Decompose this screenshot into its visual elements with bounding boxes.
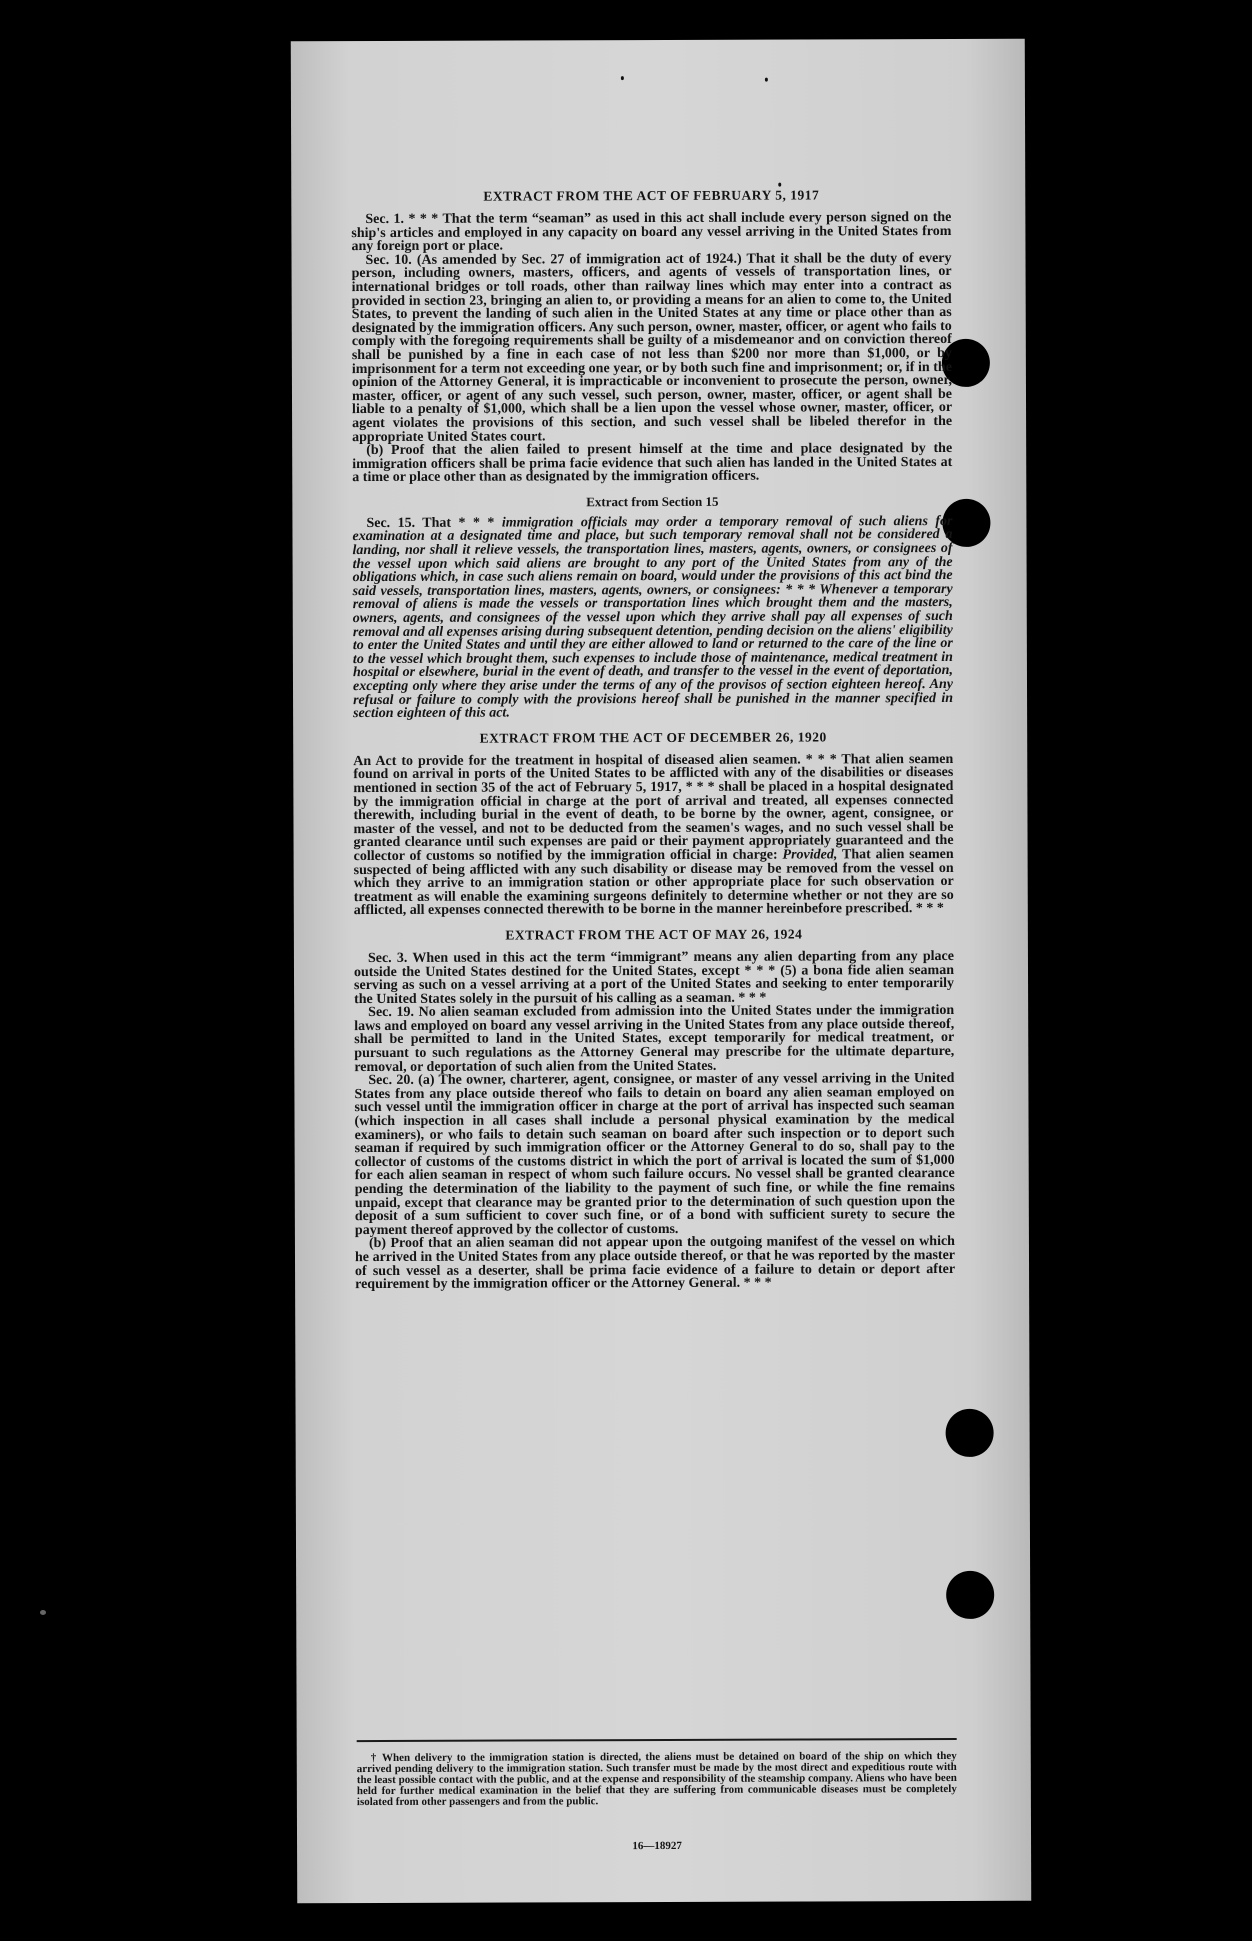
paragraph-sec-3: Sec. 3. When used in this act the term “immigrant” means any alien departing from any place outside the United States destined for the United States, except * * * (5) a bona fide alien seaman serving as such on a vessel arriving at a port of the United States and seeking to enter temporarily the United States solely in the pursuit of his calling as a seaman. * * *	[353, 948, 955, 1007]
section-act-1917	[351, 187, 952, 485]
punch-hole	[946, 1571, 994, 1619]
heading-section-15: Extract from Section 15	[586, 493, 719, 510]
act-1920-text-before: An Act to provide for the treatment in hospital of diseased alien seamen. * * * That alien seamen found on arrival in ports of the United States to be afflicted with any of the disabilities or diseases mentioned in section 35 of the act of February 5, 1917, * * * shall be placed in a hospital designated by the immigration official in charge at the port of arrival and treated, all expenses connected therewith, including burial in the event of death, to be borne by the owner, agent, consignee, or master of the vessel, and not to be deducted from the seamen's wages, and no such vessel shall be granted clearance until such expenses are paid or their payment appropriately guaranteed and the collector of customs so notified by the immigration official in charge:	[353, 751, 954, 865]
document-page	[291, 39, 1031, 1904]
heading-act-1917: EXTRACT FROM THE ACT OF FEBRUARY 5, 1917	[483, 187, 820, 204]
heading-act-1920: EXTRACT FROM THE ACT OF DECEMBER 26, 1920	[479, 729, 827, 746]
paragraph-sec-20-b: (b) Proof that an alien seaman did not appear upon the outgoing manifest of the vessel on which he arrived in the United States from any place outside thereof, or that he was reported by the master of such vessel as a deserter, shall be prima facie evidence of a failure to detain or deport after requirement by the immigration officer or the Attorney General. * * *	[354, 1234, 956, 1293]
ink-speck	[778, 183, 781, 187]
footnote-divider	[357, 1738, 957, 1742]
paragraph-sec-19: Sec. 19. No alien seaman excluded from admission into the United States under the immigration laws and employed on board any vessel arriving in the United States from any place outside thereof, shall be permitted to land in the United States, except temporarily for medical treatment, or pursuant to such regulations as the Attorney General may prescribe for the ultimate departure, removal, or deportation of such alien from the United States.	[354, 1003, 955, 1075]
paragraph-sec-10: Sec. 10. (As amended by Sec. 27 of immigration act of 1924.) That it shall be the duty of every person, including owners, masters, officers, and agents of vessels of transportation lines, or international bridges or toll roads, other than railway lines which may enter into a contract as provided in section 23, bringing an alien to, or providing a means for an alien to come to, the United States, to prevent the landing of such alien in the United States at any time or place other than as designated by the immigration officers. Any such person, owner, master, officer, or agent who fails to comply with the foregoing requirements shall be guilty of a misdemeanor and on conviction thereof shall be punished by a fine in each case of not less than $200 nor more than $1,000, or by imprisonment for a term not exceeding one year, or by both such fine and imprisonment; or, if in the opinion of the Attorney General, it is impracticable or inconvenient to prosecute the person, owner, master, officer, or agent of any such vessel, such person, owner, master, officer, or agent shall be liable to a penalty of $1,000, which shall be a lien upon the vessel whose owner, master, officer, or agent violates the provisions of this section, and such vessel shall be libeled therefor in the appropriate United States court.	[351, 250, 953, 445]
sec-15-italic-text: immigration officials may order a temporary removal of such aliens for examination at a designated time and place, but such temporary removal shall not be considered a landing, nor shall it relieve vessels, the transportation lines, masters, agents, owners, or consignees of the vessel upon which said aliens are brought to any port of the United States from any of the obligations which, in case such aliens remain on board, would under the provisions of this act bind the said vessels, transportation lines, masters, agents, owners, or consignees: * * * Whenever a temporary removal of aliens is made the vessels or transportation lines which brought them and the masters, owners, agents, and consignees of the vessel upon which they arrive shall pay all expenses of such removal and all expenses arising during subsequent detention, pending decision on the aliens' eligibility to enter the United States and until they are either allowed to land or returned to the care of the line or to the vessel which brought them, such expenses to include those of maintenance, medical treatment in hospital or elsewhere, burial in the event of death, and transfer to the vessel in the event of deportation, excepting only where they arise under the terms of any of the provisos of section eighteen hereof. Any refusal or failure to comply with the provisions hereof shall be punished in the manner specified in section eighteen of this act.	[352, 513, 954, 722]
paragraph-sec-20-a: Sec. 20. (a) The owner, charterer, agent, consignee, or master of any vessel arriving in the United States from any place outside thereof who fails to detain on board any alien seaman employed on such vessel until the immigration officer in charge at the port of arrival has inspected such seaman (which inspection in all cases shall include a personal physical examination by the medical examiners), or who fails to detain such seaman on board after such inspection or to deport such seaman if required by such immigration officer or the Attorney General to do so, shall pay to the collector of customs of the customs district in which the port of arrival is located the sum of $1,000 for each alien seaman in respect of whom such failure occurs. No vessel shall be granted clearance pending the determination of the liability to the payment of such fine, or while the fine remains unpaid, except that clearance may be granted prior to the determination of such question upon the deposit of a sum sufficient to cover such fine, or of a bond with sufficient surety to secure the payment thereof approved by the collector of customs.	[354, 1071, 955, 1238]
paragraph-sec-15	[352, 515, 953, 721]
section-act-1924	[354, 926, 955, 1292]
background-speck	[40, 1610, 46, 1615]
form-number: 16—18927	[632, 1839, 682, 1853]
sec-15-intro: Sec. 15. That * * *	[366, 515, 495, 531]
act-1920-text-after: That alien seamen suspected of being afflicted with any such disability or disease may be removed from the vessel on which they arrive to an immigration station or other appropriate place for such observation or treatment as will enable the examining surgeons definitely to determine whether or not they are so afflicted, all expenses connected therewith to be borne in the manner hereinbefore prescribed. * * *	[353, 846, 954, 919]
paragraph-sec-1: Sec. 1. * * * That the term “seaman” as used in this act shall include every person signed on the ship's articles and employed in any capacity on board any vessel arriving in the United States from any foreign port or place.	[351, 209, 952, 255]
punch-hole	[946, 1409, 994, 1457]
document-body	[351, 187, 955, 1302]
heading-act-1924: EXTRACT FROM THE ACT OF MAY 26, 1924	[505, 926, 803, 943]
ink-speck	[621, 76, 624, 80]
paragraph-sec-10-b: (b) Proof that the alien failed to present himself at the time and place designated by the immigration officers shall be prima facie evidence that such alien has landed in the United States at a time or place other than as designated by the immigration officers.	[352, 441, 953, 486]
footnote: † When delivery to the immigration station is directed, the aliens must be detained on board of the ship on which they arrived pending delivery to the immigration station. Such transfer must be made by the most direct and expeditious route with the least possible contact with the public, and at the expense and responsibility of the steamship company. Aliens who have been held for further medical examination in the belief that they are suffering from communicable diseases must be completely isolated from other passengers and from the public.	[356, 1749, 957, 1809]
paragraph-act-1920	[353, 753, 954, 918]
section-15	[352, 493, 953, 721]
section-act-1920	[353, 729, 954, 918]
ink-speck	[765, 78, 768, 82]
act-1920-proviso: Provided,	[782, 847, 838, 863]
